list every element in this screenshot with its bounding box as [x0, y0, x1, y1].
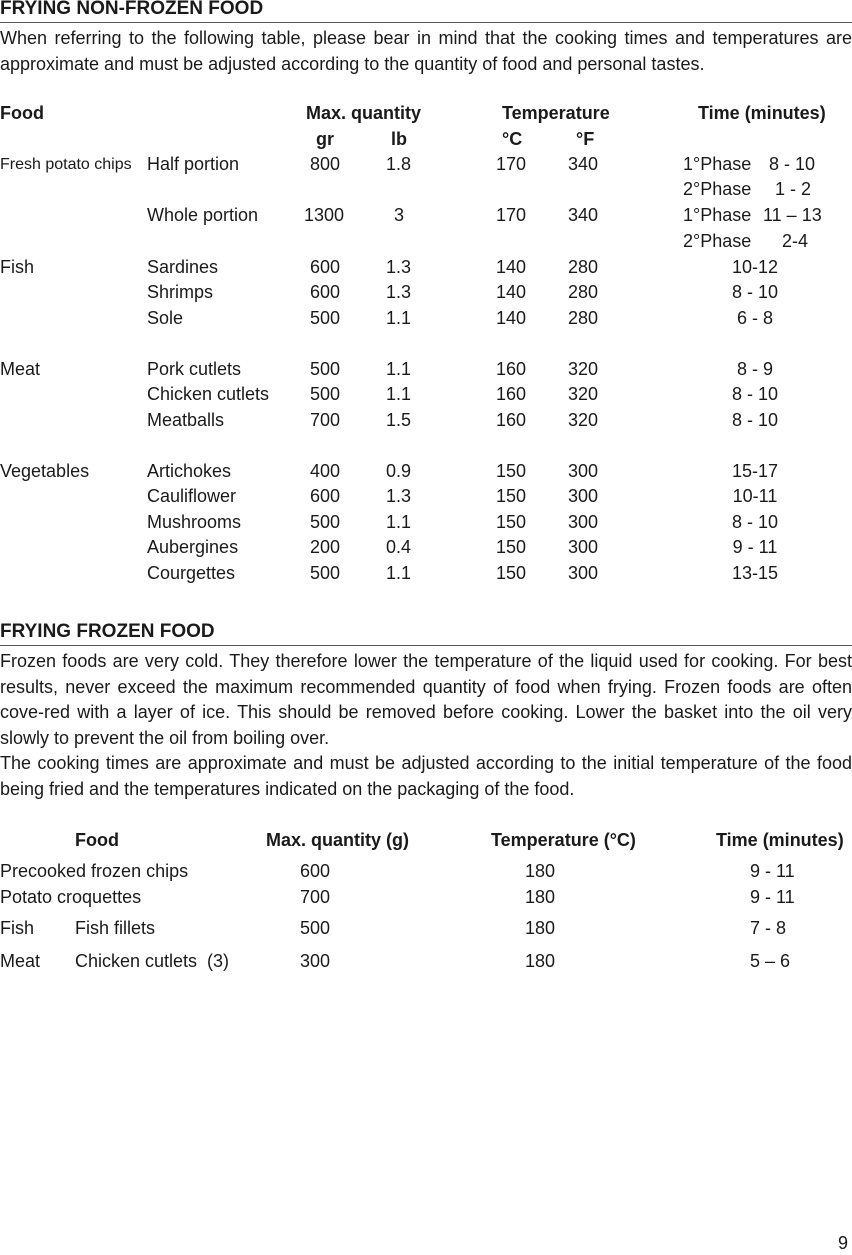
frozen-row-time: 7 - 8	[750, 918, 787, 938]
frozen-row-category: Fish	[0, 918, 35, 938]
row-lb: 1.1	[386, 308, 412, 328]
frozen-header-food: Food	[75, 830, 119, 850]
frozen-row-temp: 180	[525, 861, 556, 881]
row-f: 280	[568, 282, 599, 302]
row-lb: 1.3	[386, 257, 412, 277]
row-item: Whole portion	[147, 205, 259, 225]
header-gr: gr	[316, 129, 334, 149]
frozen-paragraph-1: Frozen foods are very cold. They therefore lower the temperature of the liquid used for cooking. For best results, never exceed the maximum recommended quantity of food when frying. Frozen foods are often cove-red with a layer of ice. This should be removed before cooking. Lower the basket into the oil very slowly to prevent the oil from boiling over.	[0, 651, 852, 748]
row-gr: 500	[310, 359, 341, 379]
row-f: 300	[568, 486, 599, 506]
frozen-row-time: 9 - 11	[750, 861, 795, 881]
row-time1: 11 – 13	[763, 205, 822, 225]
row-f: 320	[568, 359, 599, 379]
row-category: Meat	[0, 359, 41, 379]
frozen-row-item: Fish fillets	[75, 918, 156, 938]
row-time: 15-17	[731, 461, 779, 481]
row-f: 320	[568, 384, 599, 404]
row-f: 340	[568, 154, 599, 174]
row-time: 8 - 10	[731, 384, 779, 404]
row-f: 320	[568, 410, 599, 430]
header-temperature: Temperature	[502, 103, 610, 123]
header-celsius: °C	[502, 129, 523, 149]
row-c: 160	[496, 410, 527, 430]
frozen-header-temperature: Temperature (°C)	[491, 830, 636, 850]
row-time: 8 - 10	[731, 282, 779, 302]
row-f: 300	[568, 563, 599, 583]
row-lb: 1.1	[386, 359, 412, 379]
row-c: 160	[496, 384, 527, 404]
row-f: 300	[568, 537, 599, 557]
frozen-row-item: Chicken cutlets (3)	[75, 951, 230, 971]
row-item: Mushrooms	[147, 512, 242, 532]
row-time1: 8 - 10	[769, 154, 816, 174]
row-time: 10-12	[731, 257, 779, 277]
frozen-row-category: Potato croquettes	[0, 887, 142, 907]
header-fahrenheit: °F	[576, 129, 595, 149]
frozen-row-category: Precooked frozen chips	[0, 861, 189, 881]
row-lb: 1.1	[386, 384, 412, 404]
frozen-row-qty: 600	[300, 861, 331, 881]
row-lb: 1.8	[386, 154, 412, 174]
row-item: Sole	[147, 308, 184, 328]
frozen-header-max-quantity: Max. quantity (g)	[266, 830, 409, 850]
frozen-row-time: 5 – 6	[750, 951, 791, 971]
row-category: Fish	[0, 257, 35, 277]
row-phase1: 1°Phase	[683, 205, 752, 225]
row-c: 150	[496, 563, 527, 583]
row-time: 8 - 10	[731, 512, 779, 532]
row-time: 8 - 9	[736, 359, 774, 379]
row-item: Meatballs	[147, 410, 225, 430]
section-title-non-frozen: FRYING NON-FROZEN FOOD	[0, 0, 264, 19]
row-lb: 1.3	[386, 282, 412, 302]
row-time: 13-15	[731, 563, 779, 583]
row-phase2: 2°Phase	[683, 179, 752, 199]
row-lb: 1.1	[386, 563, 412, 583]
row-c: 170	[496, 205, 527, 225]
row-c: 160	[496, 359, 527, 379]
row-f: 300	[568, 512, 599, 532]
row-time: 6 - 8	[736, 308, 774, 328]
row-item: Courgettes	[147, 563, 236, 583]
row-c: 140	[496, 308, 527, 328]
row-phase1: 1°Phase	[683, 154, 752, 174]
header-time: Time (minutes)	[698, 103, 826, 123]
intro-paragraph: When referring to the following table, please bear in mind that the cooking times and temperatures are approximate and must be adjusted according to the quantity of food and personal tastes.	[0, 28, 852, 74]
row-category: Fresh potato chips	[0, 156, 132, 173]
row-gr: 200	[310, 537, 341, 557]
row-lb: 1.1	[386, 512, 412, 532]
row-f: 340	[568, 205, 599, 225]
row-time2: 2-4	[782, 231, 809, 251]
header-lb: lb	[391, 129, 407, 149]
row-item: Pork cutlets	[147, 359, 242, 379]
header-food: Food	[0, 103, 44, 123]
row-c: 170	[496, 154, 527, 174]
row-time: 10-11	[732, 486, 778, 506]
header-max-quantity: Max. quantity	[306, 103, 422, 123]
row-lb: 3	[394, 205, 405, 225]
row-c: 150	[496, 512, 527, 532]
frozen-paragraph-2: The cooking times are approximate and must be adjusted according to the initial temperature of the food being fried and the temperatures indicated on the packaging of the food.	[0, 753, 852, 799]
row-f: 280	[568, 257, 599, 277]
row-f: 280	[568, 308, 599, 328]
frozen-row-time: 9 - 11	[750, 887, 795, 907]
row-gr: 400	[310, 461, 341, 481]
row-item: Half portion	[147, 154, 240, 174]
row-time2: 1 - 2	[775, 179, 812, 199]
row-c: 150	[496, 461, 527, 481]
frozen-row-temp: 180	[525, 951, 556, 971]
row-gr: 500	[310, 563, 341, 583]
row-lb: 0.9	[386, 461, 412, 481]
row-lb: 1.3	[386, 486, 412, 506]
row-f: 300	[568, 461, 599, 481]
row-gr: 500	[310, 384, 341, 404]
page-number: 9	[838, 1233, 849, 1253]
row-time: 8 - 10	[731, 410, 779, 430]
row-item: Artichokes	[147, 461, 232, 481]
row-gr: 500	[310, 512, 341, 532]
row-item: Cauliflower	[147, 486, 237, 506]
row-lb: 1.5	[386, 410, 412, 430]
row-gr: 800	[310, 154, 341, 174]
section-rule	[0, 22, 852, 23]
row-item: Aubergines	[147, 537, 239, 557]
row-gr: 700	[310, 410, 341, 430]
row-phase2: 2°Phase	[683, 231, 752, 251]
row-item: Chicken cutlets	[147, 384, 270, 404]
frozen-row-category: Meat	[0, 951, 41, 971]
row-gr: 1300	[304, 205, 345, 225]
frozen-row-temp: 180	[525, 887, 556, 907]
section-rule	[0, 645, 852, 646]
row-lb: 0.4	[386, 537, 412, 557]
frozen-header-time: Time (minutes)	[716, 830, 844, 850]
row-item: Shrimps	[147, 282, 214, 302]
row-c: 140	[496, 257, 527, 277]
row-time: 9 - 11	[732, 537, 778, 557]
frozen-row-qty: 300	[300, 951, 331, 971]
row-gr: 500	[310, 308, 341, 328]
row-item: Sardines	[147, 257, 219, 277]
row-c: 150	[496, 537, 527, 557]
frozen-row-qty: 700	[300, 887, 331, 907]
row-gr: 600	[310, 282, 341, 302]
section-title-frozen: FRYING FROZEN FOOD	[0, 621, 215, 642]
row-c: 150	[496, 486, 527, 506]
row-gr: 600	[310, 257, 341, 277]
frozen-row-temp: 180	[525, 918, 556, 938]
row-gr: 600	[310, 486, 341, 506]
frozen-row-qty: 500	[300, 918, 331, 938]
row-category: Vegetables	[0, 461, 90, 481]
row-c: 140	[496, 282, 527, 302]
